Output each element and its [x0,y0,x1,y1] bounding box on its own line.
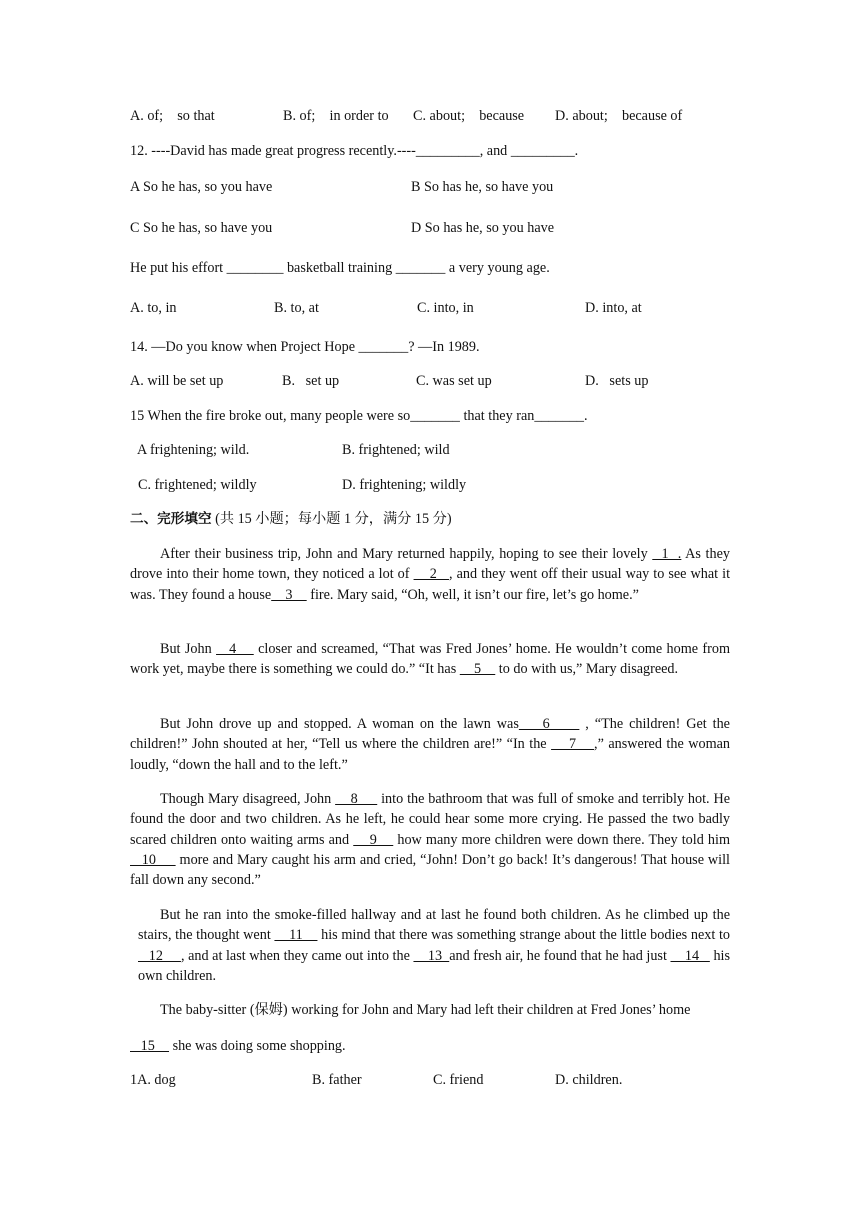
passage-paragraph-1: After their business trip, John and Mary returned happily, hoping to see their lovely 1 . As they drove into their home town, they noticed a lot of 2 , and they went off their usual way to see what it was. They found a house 3 fire. Mary said, “Oh, well, it isn’t our fire, let’s go home.” [130,546,731,603]
blank-5[interactable]: 5 [459,661,496,678]
passage-paragraph-6-line-2: 15 she was doing some shopping. [130,1038,346,1054]
blank-15[interactable]: 15 [130,1038,170,1054]
q13-option-c: C. into, in [417,300,474,316]
passage-paragraph-2: But John 4 closer and screamed, “That was Fred Jones’ home. He wouldn’t come home from work yet, maybe there is something we could do.” “It has 5 to do with us,” Mary disagreed. [130,641,730,678]
q1-option-a: 1A. dog [130,1072,176,1088]
blank-8[interactable]: 8 [335,791,378,807]
q15-option-d: D. frightening; wildly [342,477,467,493]
passage-paragraph-4: Though Mary disagreed, John 8 into the bathroom that was full of smoke and terribly hot. He found the door and two children. As he left, he could hear some more crying. He passed the two badly scared children onto waiting arms and 9 how many more children were down there. They told him 10 more and Mary caught his arm and cried, “John! Don’t go back! It’s dangerous! That house will fall down any second.” [130,791,731,889]
q11-option-c: C. about; because [413,108,525,124]
q14-option-b: B. set up [282,373,340,389]
q1-option-c: C. friend [433,1072,484,1088]
section-heading [130,509,452,529]
q14-stem: 14. —Do you know when Project Hope _______? —In 1989. [130,339,480,355]
blank-4[interactable]: 4 [216,641,254,657]
q13-option-a: A. to, in [130,300,177,316]
q12-option-d: D So has he, so you have [411,220,555,236]
q13-option-d: D. into, at [585,300,642,316]
blank-11[interactable]: 11 [274,927,318,944]
blank-9[interactable]: 9 [353,831,394,848]
q15-stem: 15 When the fire broke out, many people were so_______ that they ran_______. [130,408,588,424]
blank-10[interactable]: 10 [130,851,176,868]
blank-13[interactable]: 13 [413,947,450,964]
passage-paragraph-3: But John drove up and stopped. A woman on the lawn was 6 , “The children! Get the children!” John shouted at her, “Tell us where the children are!” “In the 7 ,” answered the woman loudly, “down the hall and to the left.” [130,716,730,773]
blank-14[interactable]: 14 [670,947,710,964]
q12-option-a: A So he has, so you have [130,179,273,195]
q12-stem: 12. ----David has made great progress recently.----_________, and _________. [130,143,579,159]
blank-3[interactable]: 3 [271,586,307,603]
section-title: 二、完形填空 [130,511,212,527]
q11-option-a: A. of; so that [130,108,215,124]
passage-paragraph-6-line-1: The baby-sitter (保姆) working for John and Mary had left their children at Fred Jones’ home [160,1002,691,1018]
q15-option-c: C. frightened; wildly [138,477,257,493]
q14-option-a: A. will be set up [130,373,224,389]
q12-option-b: B So has he, so have you [411,179,554,195]
q11-option-d: D. about; because of [555,108,683,124]
q14-option-c: C. was set up [416,373,492,389]
q15-option-b: B. frightened; wild [342,442,450,458]
blank-1[interactable]: 1 . [652,546,682,562]
q12-option-c: C So he has, so have you [130,220,273,236]
q14-option-d: D. sets up [585,373,649,389]
blank-2[interactable]: 2 [413,566,449,583]
passage-paragraph-5: But he ran into the smoke-filled hallway and at last he found both children. As he climbed up the stairs, the thought went 11 his mind that there was something strange about the little bodies next to 12 , and at last when they came out into the 13 and fresh air, he found that he had just 14 his own children. [138,907,730,984]
q1-option-d: D. children. [555,1072,623,1088]
blank-7[interactable]: 7 [551,736,595,753]
q15-option-a: A frightening; wild. [137,442,250,458]
blank-6[interactable]: 6 [518,716,580,732]
q1-option-b: B. father [312,1072,362,1088]
blank-12[interactable]: 12 [138,947,181,964]
q13-stem: He put his effort ________ basketball training _______ a very young age. [130,260,550,276]
section-note: (共 15 小题；每小题 1 分，满分 15 分) [215,511,452,527]
q13-option-b: B. to, at [274,300,319,316]
q11-option-b: B. of; in order to [283,108,389,124]
